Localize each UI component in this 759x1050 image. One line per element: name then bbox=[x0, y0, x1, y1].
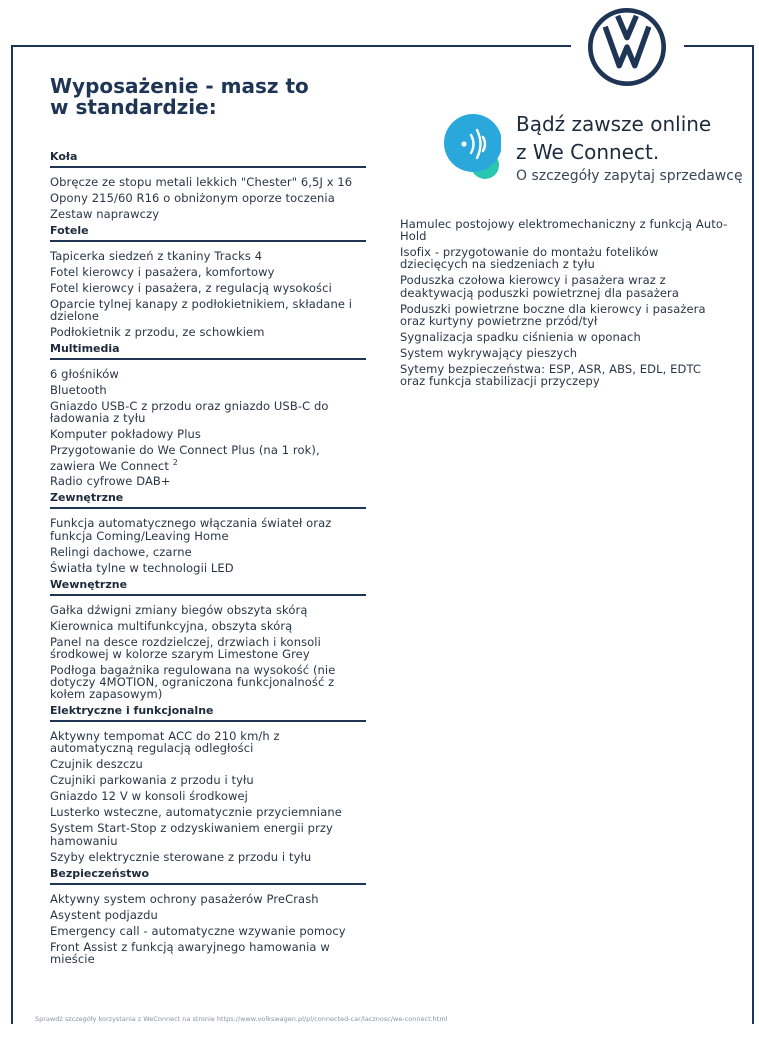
list-item: Światła tylne w technologii LED bbox=[50, 560, 234, 575]
list-item: Sygnalizacja spadku ciśnienia w oponach bbox=[400, 329, 641, 344]
section-wewnetrzne bbox=[50, 578, 366, 701]
section-title: Fotele bbox=[50, 224, 366, 242]
list-item: Tapicerka siedzeń z tkaniny Tracks 4 bbox=[50, 249, 263, 263]
list-item: Oparcie tylnej kanapy z podłokietnikiem, składane i dzielone bbox=[50, 297, 353, 324]
list-item: System wykrywający pieszych bbox=[400, 345, 578, 360]
section-kola bbox=[50, 150, 366, 220]
section-elektryczne bbox=[50, 704, 366, 863]
list-item: Hamulec postojowy elektromechaniczny z funkcją Auto-Hold bbox=[400, 217, 728, 244]
section-multimedia bbox=[50, 342, 366, 487]
footnote-marker: 2 bbox=[172, 457, 178, 467]
equipment-list-right bbox=[400, 218, 730, 391]
list-item: Podłoga bagażnika regulowana na wysokość (nie dotyczy 4MOTION, ograniczona funkcjonalność z kołem zapasowym) bbox=[50, 662, 336, 702]
section-title: Wewnętrzne bbox=[50, 578, 366, 596]
list-item: Szyby elektrycznie sterowane z przodu i tyłu bbox=[50, 849, 312, 864]
page-title bbox=[50, 76, 309, 118]
we-connect-promo bbox=[443, 110, 743, 190]
frame-top-line-right bbox=[684, 45, 754, 47]
list-item: Gałka dźwigni zmiany biegów obszyta skórą bbox=[50, 602, 308, 617]
title-line-2: w standardzie: bbox=[50, 95, 217, 119]
section-bezpieczenstwo bbox=[50, 867, 366, 965]
section-title: Multimedia bbox=[50, 342, 366, 360]
frame-left-line bbox=[11, 45, 13, 1024]
list-item: 6 głośników bbox=[50, 367, 119, 382]
list-item: Front Assist z funkcją awaryjnego hamowania w mieście bbox=[50, 939, 330, 966]
list-item: Isofix - przygotowanie do montażu fotelików dziecięcych na siedzeniach z tyłu bbox=[400, 245, 659, 272]
promo-headline-1: Bądź zawsze online bbox=[516, 112, 712, 136]
list-item: Aktywny tempomat ACC do 210 km/h z automatyczną regulacją odległości bbox=[50, 729, 280, 756]
list-item: Poduszka czołowa kierowcy i pasażera wraz z deaktywacją poduszki powietrznej dla pasażera bbox=[400, 273, 680, 300]
promo-subtitle: O szczegóły zapytaj sprzedawcę bbox=[516, 168, 743, 184]
list-item: Funkcja automatycznego włączania świateł oraz funkcja Coming/Leaving Home bbox=[50, 516, 332, 543]
section-zewnetrzne bbox=[50, 491, 366, 573]
list-item: Kierownica multifunkcyjna, obszyta skórą bbox=[50, 618, 293, 633]
list-item: Relingi dachowe, czarne bbox=[50, 544, 192, 559]
list-item: Poduszki powietrzne boczne dla kierowcy i pasażera oraz kurtyny powietrzne przód/tył bbox=[400, 301, 706, 328]
frame-right-line bbox=[752, 45, 754, 1024]
list-item: Gniazdo USB-C z przodu oraz gniazdo USB-C do ładowania z tyłu bbox=[50, 399, 329, 426]
list-item: Bluetooth bbox=[50, 383, 107, 398]
list-item: Podłokietnik z przodu, ze schowkiem bbox=[50, 325, 265, 340]
we-connect-icon bbox=[443, 113, 501, 185]
equipment-list-left bbox=[50, 150, 366, 969]
list-item: Asystent podjazdu bbox=[50, 907, 158, 922]
title-line-1: Wyposażenie - masz to bbox=[50, 74, 309, 98]
section-title: Bezpieczeństwo bbox=[50, 867, 366, 885]
list-item: Komputer pokładowy Plus bbox=[50, 427, 201, 442]
list-item: Fotel kierowcy i pasażera, z regulacją wysokości bbox=[50, 281, 332, 295]
list-item: Fotel kierowcy i pasażera, komfortowy bbox=[50, 265, 275, 279]
footer-note: Sprawdź szczegóły korzystania z WeConnect na stronie https://www.volkswagen.pl/pl/connected-car/lacznosc/we-connect.html bbox=[35, 1015, 448, 1023]
list-item: Gniazdo 12 V w konsoli środkowej bbox=[50, 789, 248, 804]
list-item: Obręcze ze stopu metali lekkich "Chester" 6,5J x 16 bbox=[50, 175, 353, 189]
list-item bbox=[50, 444, 366, 471]
promo-headline-2: z We Connect. bbox=[516, 140, 660, 164]
list-item: Zestaw naprawczy bbox=[50, 207, 160, 221]
list-item: Radio cyfrowe DAB+ bbox=[50, 474, 171, 489]
list-item: Aktywny system ochrony pasażerów PreCrash bbox=[50, 891, 319, 906]
list-item: Czujniki parkowania z przodu i tyłu bbox=[50, 773, 254, 788]
vw-logo-icon bbox=[588, 8, 666, 86]
section-title: Zewnętrzne bbox=[50, 491, 366, 509]
list-item: Opony 215/60 R16 o obniżonym oporze toczenia bbox=[50, 191, 335, 205]
frame-top-line bbox=[11, 45, 571, 47]
list-item: Panel na desce rozdzielczej, drzwiach i konsoli środkowej w kolorze szarym Limestone Grey bbox=[50, 634, 321, 661]
section-title: Elektryczne i funkcjonalne bbox=[50, 704, 366, 722]
list-item: Czujnik deszczu bbox=[50, 757, 143, 772]
list-item: Emergency call - automatyczne wzywanie pomocy bbox=[50, 923, 346, 938]
list-item: Lusterko wsteczne, automatycznie przyciemniane bbox=[50, 805, 342, 820]
list-item: System Start-Stop z odzyskiwaniem energii przy hamowaniu bbox=[50, 821, 333, 848]
section-fotele bbox=[50, 224, 366, 338]
list-item: Sytemy bezpieczeństwa: ESP, ASR, ABS, EDL, EDTC oraz funkcja stabilizacji przyczepy bbox=[400, 361, 702, 389]
section-title: Koła bbox=[50, 150, 366, 168]
list-item-text: Przygotowanie do We Connect Plus (na 1 rok), zawiera We Connect bbox=[50, 443, 320, 473]
